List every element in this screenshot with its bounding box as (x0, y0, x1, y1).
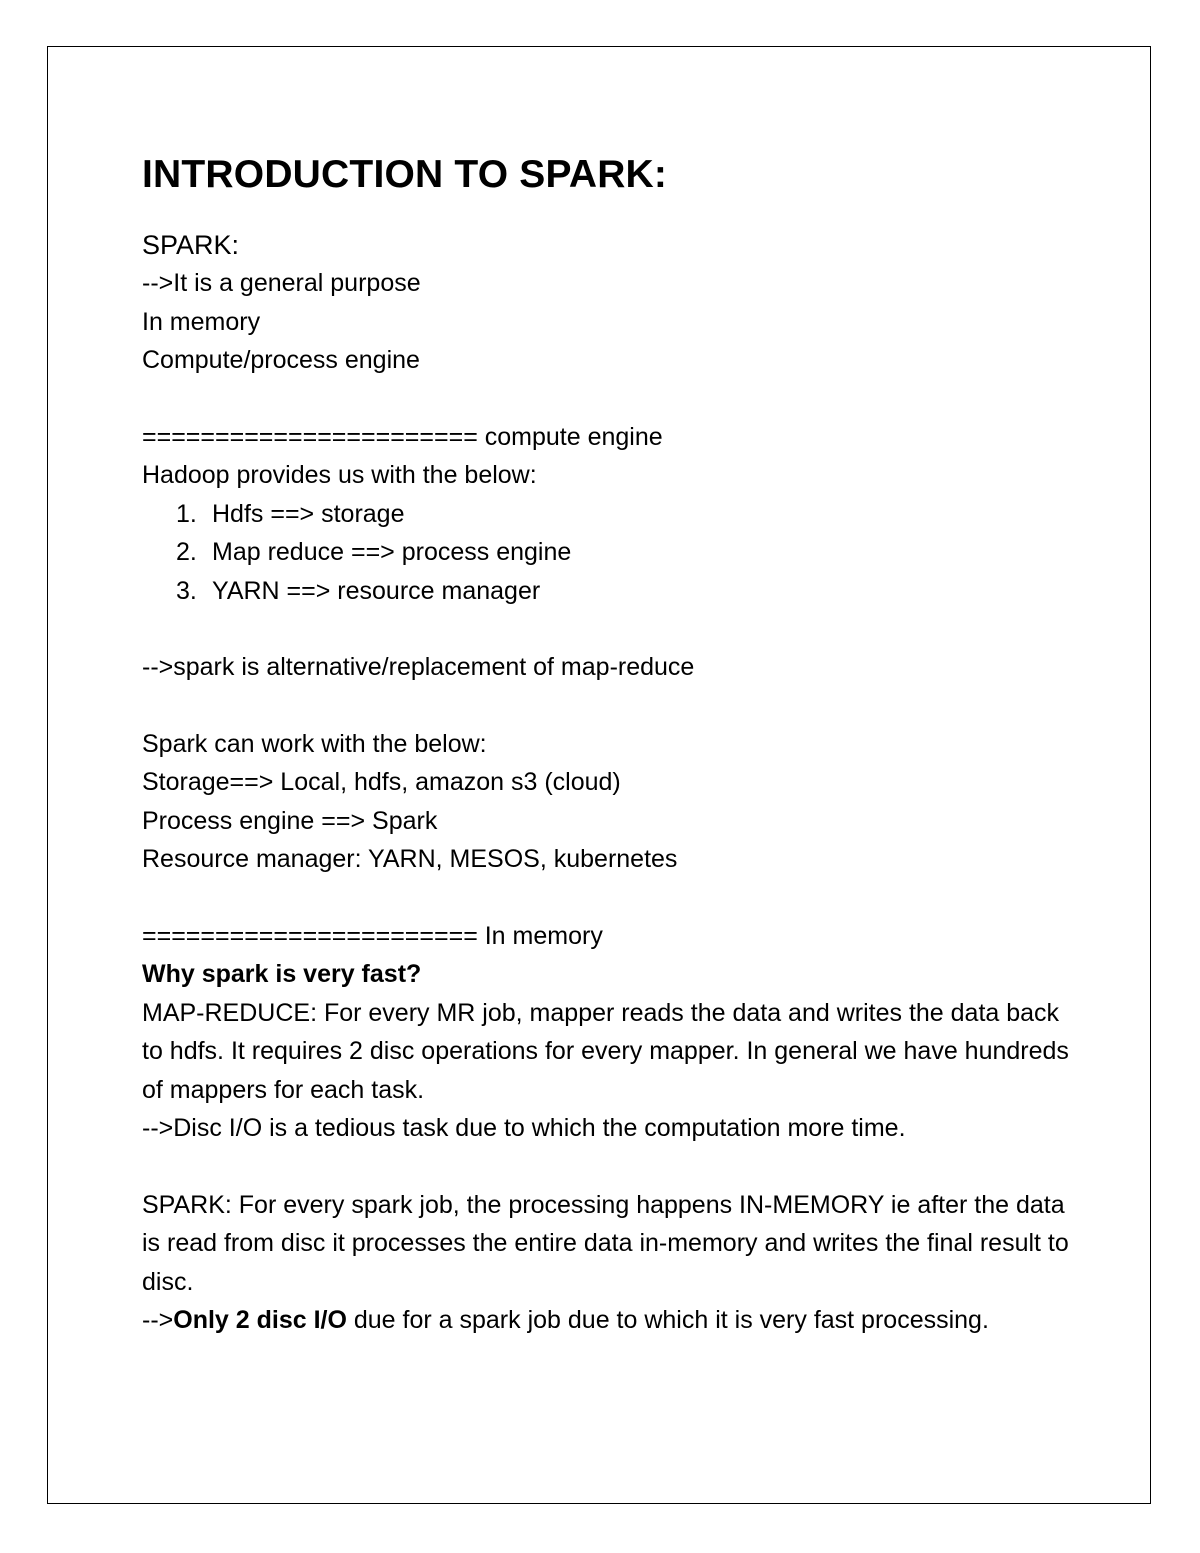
list-text: Hdfs ==> storage (212, 499, 405, 528)
final-note-emphasis: Only 2 disc I/O (173, 1306, 347, 1335)
blank-line (142, 610, 1072, 648)
hadoop-intro: Hadoop provides us with the below: (142, 461, 537, 490)
divider-in-memory: ======================= In memory (142, 922, 603, 951)
list-text: YARN ==> resource manager (212, 576, 541, 605)
list-item (176, 572, 1072, 610)
why-fast-heading: Why spark is very fast? (142, 960, 422, 989)
disc-io-note: -->Disc I/O is a tedious task due to which the computation more time. (142, 1114, 906, 1143)
spark-heading: SPARK: (142, 230, 240, 260)
list-number: 3. (176, 576, 197, 605)
divider-compute-engine: ======================= compute engine (142, 422, 663, 451)
spark-works-storage: Storage==> Local, hdfs, amazon s3 (cloud) (142, 768, 621, 797)
mapreduce-paragraph: MAP-REDUCE: For every MR job, mapper reads the data and writes the data back to hdfs. It requires 2 disc operations for every mapper. In general we have hundreds of mappers for each task. (142, 998, 1069, 1104)
spark-alternative-note: -->spark is alternative/replacement of map-reduce (142, 653, 695, 682)
spark-works-resource: Resource manager: YARN, MESOS, kubernetes (142, 845, 678, 874)
blank-line (142, 687, 1072, 725)
document-body (142, 150, 1072, 1339)
blank-line (142, 380, 1072, 418)
blank-line (142, 879, 1072, 917)
spark-def-line-2: In memory (142, 307, 261, 336)
document-title: INTRODUCTION TO SPARK: (142, 153, 668, 196)
list-item (176, 533, 1072, 571)
list-text: Map reduce ==> process engine (212, 538, 572, 567)
spark-works-process: Process engine ==> Spark (142, 806, 438, 835)
final-note-rest: due for a spark job due to which it is very fast processing. (346, 1306, 989, 1335)
spark-def-line-1: -->It is a general purpose (142, 269, 421, 298)
spark-def-line-3: Compute/process engine (142, 346, 420, 375)
spark-paragraph: SPARK: For every spark job, the processing happens IN-MEMORY ie after the data is read from disc it processes the entire data in-memory and writes the final result to disc. (142, 1190, 1069, 1296)
list-number: 1. (176, 499, 197, 528)
list-item (176, 495, 1072, 533)
final-note-prefix: --> (142, 1306, 174, 1335)
final-note (142, 1301, 1072, 1339)
list-number: 2. (176, 538, 197, 567)
blank-line (142, 1147, 1072, 1185)
spark-works-intro: Spark can work with the below: (142, 730, 487, 759)
hadoop-list (142, 495, 1072, 610)
